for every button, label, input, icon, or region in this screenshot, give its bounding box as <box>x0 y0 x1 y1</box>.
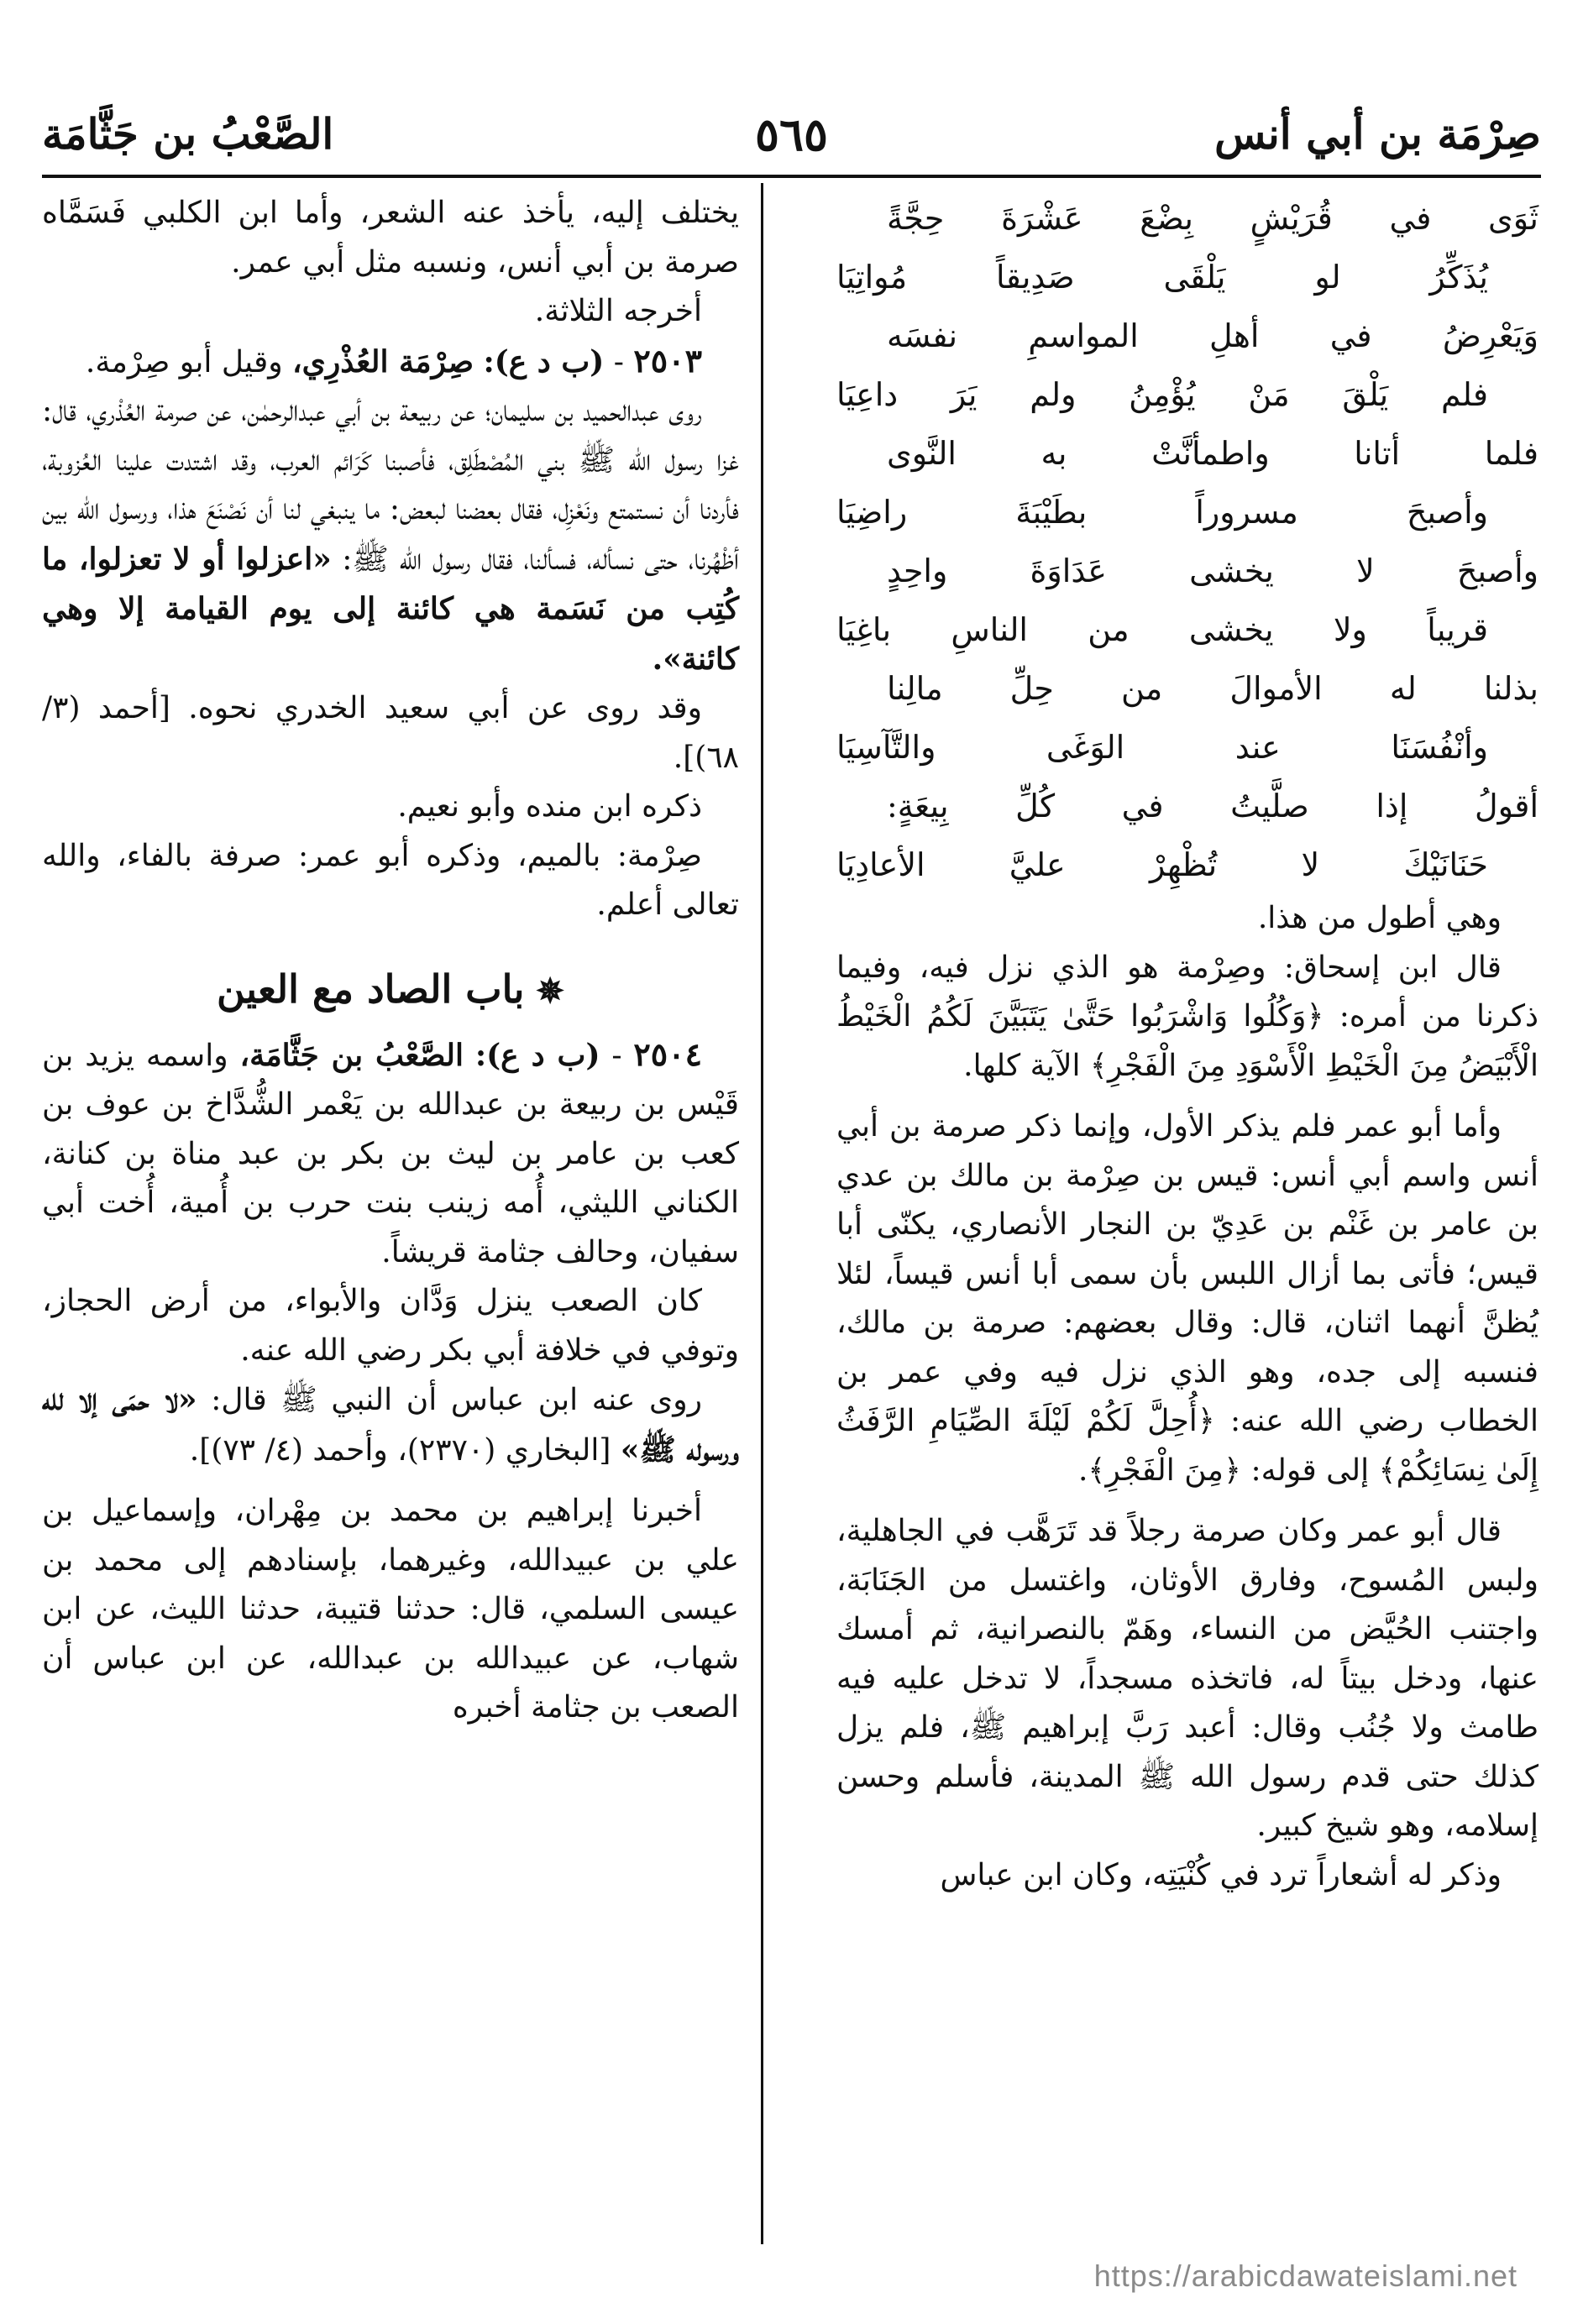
entry-number: ٢٥٠٣ <box>633 341 702 379</box>
entry-name: صِرْمَة العُذْرِي، <box>292 343 474 379</box>
narration-text: روى عنه ابن عباس أن النبي ﷺ قال: <box>211 1383 702 1417</box>
running-header <box>42 101 1541 168</box>
hadith-quote: «اعزلوا أو لا تعزلوا، ما كُتِب من نَسَمة هي كائنة إلى يوم القيامة إلا وهي كائنة». <box>42 541 739 677</box>
paragraph: صِرْمة: بالميم، وذكره أبو عمر: صرفة بالفاء، والله تعالى أعلم. <box>42 838 739 922</box>
poem-line: فلما أتانا واطمأنَّتْ به النَّوى <box>887 435 1538 472</box>
paragraph: أخرجه الثلاثة. <box>534 294 702 328</box>
paragraph: وقد روى عن أبي سعيد الخدري نحوه. [أحمد (٣/ ٦٨)]. <box>42 691 739 775</box>
entry-number: ٢٥٠٤ <box>633 1034 703 1073</box>
poem-line: ثَوَى في قُرَيْشٍ بِضْعَ عَشْرَةَ حِجَّةً <box>887 200 1538 237</box>
chapter-title-text: باب الصاد مع العين <box>217 966 525 1012</box>
entry-heading: ٢٥٠٣ - (ب د ع): صِرْمَة العُذْرِي، وقيل أبو صِرْمة. <box>85 341 702 379</box>
header-right-title: صِرْمَة بن أبي أنس <box>1214 109 1541 159</box>
chapter-title <box>42 955 739 1025</box>
header-rule <box>42 175 1541 178</box>
poem-line: يُذَكِّرُ لو يَلْقَى صَدِيقاً مُواتِيَا <box>836 259 1488 296</box>
entry-heading: ٢٥٠٤ - (ب د ع): الصَّعْبُ بن جَثَّامَة، واسمه يزيد بن قَيْس بن ربيعة بن عبدالله بن يَعْمر الشُّدَّاخ بن عوف بن كعب بن عامر بن ليث بن بكر بن عبد مناة بن كنانة، الكناني الليثي، أُمه زينب بنت حرب بن أُمية، أُخت أبي سفيان، وحالف جثامة قريشاً. <box>42 1034 739 1269</box>
entry-text: وقيل أبو صِرْمة. <box>85 344 283 379</box>
paragraph-gap <box>42 1475 739 1487</box>
right-column <box>836 189 1538 1900</box>
poem-line: وأنْفُسَنَا عند الوَغَى والتَّآسِيَا <box>836 729 1488 766</box>
entry-source-code: (ب د ع): <box>483 343 605 379</box>
poem-line: فلم يَلْقَ مَنْ يُؤْمِنُ ولم يَرَ داعِيَا <box>836 376 1488 413</box>
entry-name: الصَّعْبُ بن جَثَّامَة، <box>239 1037 464 1073</box>
left-column <box>42 189 739 1733</box>
paragraph: وهي أطول من هذا. <box>1257 901 1502 935</box>
header-left-title: الصَّعْبُ بن جَثَّامَة <box>42 109 334 159</box>
poem-line: وأصبحَ لا يخشى عَدَاوَةَ واحِدٍ <box>887 552 1538 589</box>
poem-line: قريباً ولا يخشى من الناسِ باغِيَا <box>836 611 1488 648</box>
reference: [البخاري (٢٣٧٠)، وأحمد (٤/ ٧٣)]. <box>189 1432 611 1468</box>
watermark-url: https://arabicdawateislami.net <box>1093 2259 1517 2293</box>
paragraph: ذكره ابن منده وأبو نعيم. <box>397 789 702 824</box>
poem-line: وأصبحَ مسروراً بطَيْبَةَ راضِيَا <box>836 494 1488 531</box>
poem <box>836 189 1538 894</box>
narration-text: روى عبدالحميد بن سليمان؛ عن ربيعة بن أبي عبدالرحمٰن، عن صرمة العُذْري، قال: غزا رسول الله ﷺ بني المُصْطَلِق، فأصبنا كَرَائم العرب، وقد اشتدت علينا العُزوبة، فأردنا أن نستمتع ونَعْزِل، فقال بعضنا لبعض: ما ينبغي لنا أن نَصْنَعَ هذا، ورسول الله بين أظْهُرنا، حتى نسأله، فسألنا، فقال رسول الله ﷺ: <box>42 394 740 577</box>
paragraph-gap <box>836 1495 1538 1507</box>
paragraph: أخبرنا إبراهيم بن محمد بن مِهْران، وإسماعيل بن علي بن عبيدالله، وغيرهما، بإسنادهم إلى محمد بن عيسى السلمي، قال: حدثنا قتيبة، حدثنا الليث، عن ابن شهاب، عن عبيدالله بن عبدالله، عن ابن عباس أن الصعب بن جثامة أخبره <box>42 1494 739 1725</box>
column-divider <box>761 183 763 2244</box>
paragraph: يختلف إليه، يأخذ عنه الشعر، وأما ابن الكلبي فَسَمَّاه صرمة بن أبي أنس، ونسبه مثل أبي عمر. <box>42 196 739 280</box>
paragraph-gap <box>836 1091 1538 1102</box>
star-ornament-icon: ✵ <box>536 971 564 1011</box>
poem-line: حَنَانَيْكَ لا تُظْهِرْ عليَّ الأعادِيَا <box>836 846 1488 883</box>
paragraph <box>42 1375 739 1475</box>
paragraph: قال أبو عمر وكان صرمة رجلاً قد تَرَهَّب في الجاهلية، ولبس المُسوح، وفارق الأوثان، واغتسل من الجَنَابَة، واجتنب الحُيَّض من النساء، وهَمّ بالنصرانية، ثم أمسك عنها، ودخل بيتاً له، فاتخذه مسجداً، لا تدخل عليه فيه طامث ولا جُنُب وقال: أعبد رَبَّ إبراهيم ﷺ، فلم يزل كذلك حتى قدم رسول الله ﷺ المدينة، فأسلم وحسن إسلامه، وهو شيخ كبير. <box>836 1514 1538 1843</box>
poem-line: أقولُ إذا صلَّيتُ في كُلِّ بِيعَةٍ: <box>887 788 1538 824</box>
page-number: ٥٦٥ <box>754 107 828 161</box>
hadith-quote: «لا حمَى إلا لله ورسوله ﷺ» <box>42 1382 739 1468</box>
entry-text: واسمه يزيد بن قَيْس بن ربيعة بن عبدالله بن يَعْمر الشُّدَّاخ بن عوف بن كعب بن عامر بن ليث بن بكر بن عبد مناة بن كنانة، الكناني الليثي، أُمه زينب بنت حرب بن أُمية، أُخت أبي سفيان، وحالف جثامة قريشاً. <box>42 1038 739 1269</box>
paragraph: وذكر له أشعاراً ترد في كُنْيَتِه، وكان ابن عباس <box>940 1857 1502 1892</box>
paragraph: وأما أبو عمر فلم يذكر الأول، وإنما ذكر صرمة بن أبي أنس واسم أبي أنس: قيس بن صِرْمة بن مالك بن عدي بن عامر بن غَنْم بن عَدِيّ بن النجار الأنصاري، يكنّى أبا قيس؛ فأتى بما أزال اللبس بأن سمى أبا أنس قيساً، لئلا يُظنَّ أنهما اثنان، قال: وقال بعضهم: صرمة بن مالك، فنسبه إلى جده، وهو الذي نزل فيه وفي عمر بن الخطاب رضي الله عنه: ﴿أُحِلَّ لَكُمْ لَيْلَةَ الصِّيَامِ الرَّفَثُ إِلَىٰ نِسَائِكُمْ﴾ إلى قوله: ﴿مِنَ الْفَجْرِ﴾. <box>836 1109 1538 1488</box>
poem-line: بذلنا له الأموالَ من حِلِّ مالِنا <box>887 670 1538 707</box>
poem-line: وَيَعْرِضُ في أهلِ المواسمِ نفسَه <box>887 317 1538 354</box>
paragraph: قال ابن إسحاق: وصِرْمة هو الذي نزل فيه، وفيما ذكرنا من أمره: ﴿وَكُلُوا وَاشْرَبُوا حَتَّىٰ يَتَبَيَّنَ لَكُمُ الْخَيْطُ الْأَبْيَضُ مِنَ الْخَيْطِ الْأَسْوَدِ مِنَ الْفَجْرِ﴾ الآية كلها. <box>836 950 1538 1083</box>
paragraph <box>42 387 739 684</box>
paragraph: كان الصعب ينزل وَدَّان والأبواء، من أرض الحجاز، وتوفي في خلافة أبي بكر رضي الله عنه. <box>42 1284 739 1368</box>
entry-source-code: (ب د ع): <box>474 1037 600 1073</box>
